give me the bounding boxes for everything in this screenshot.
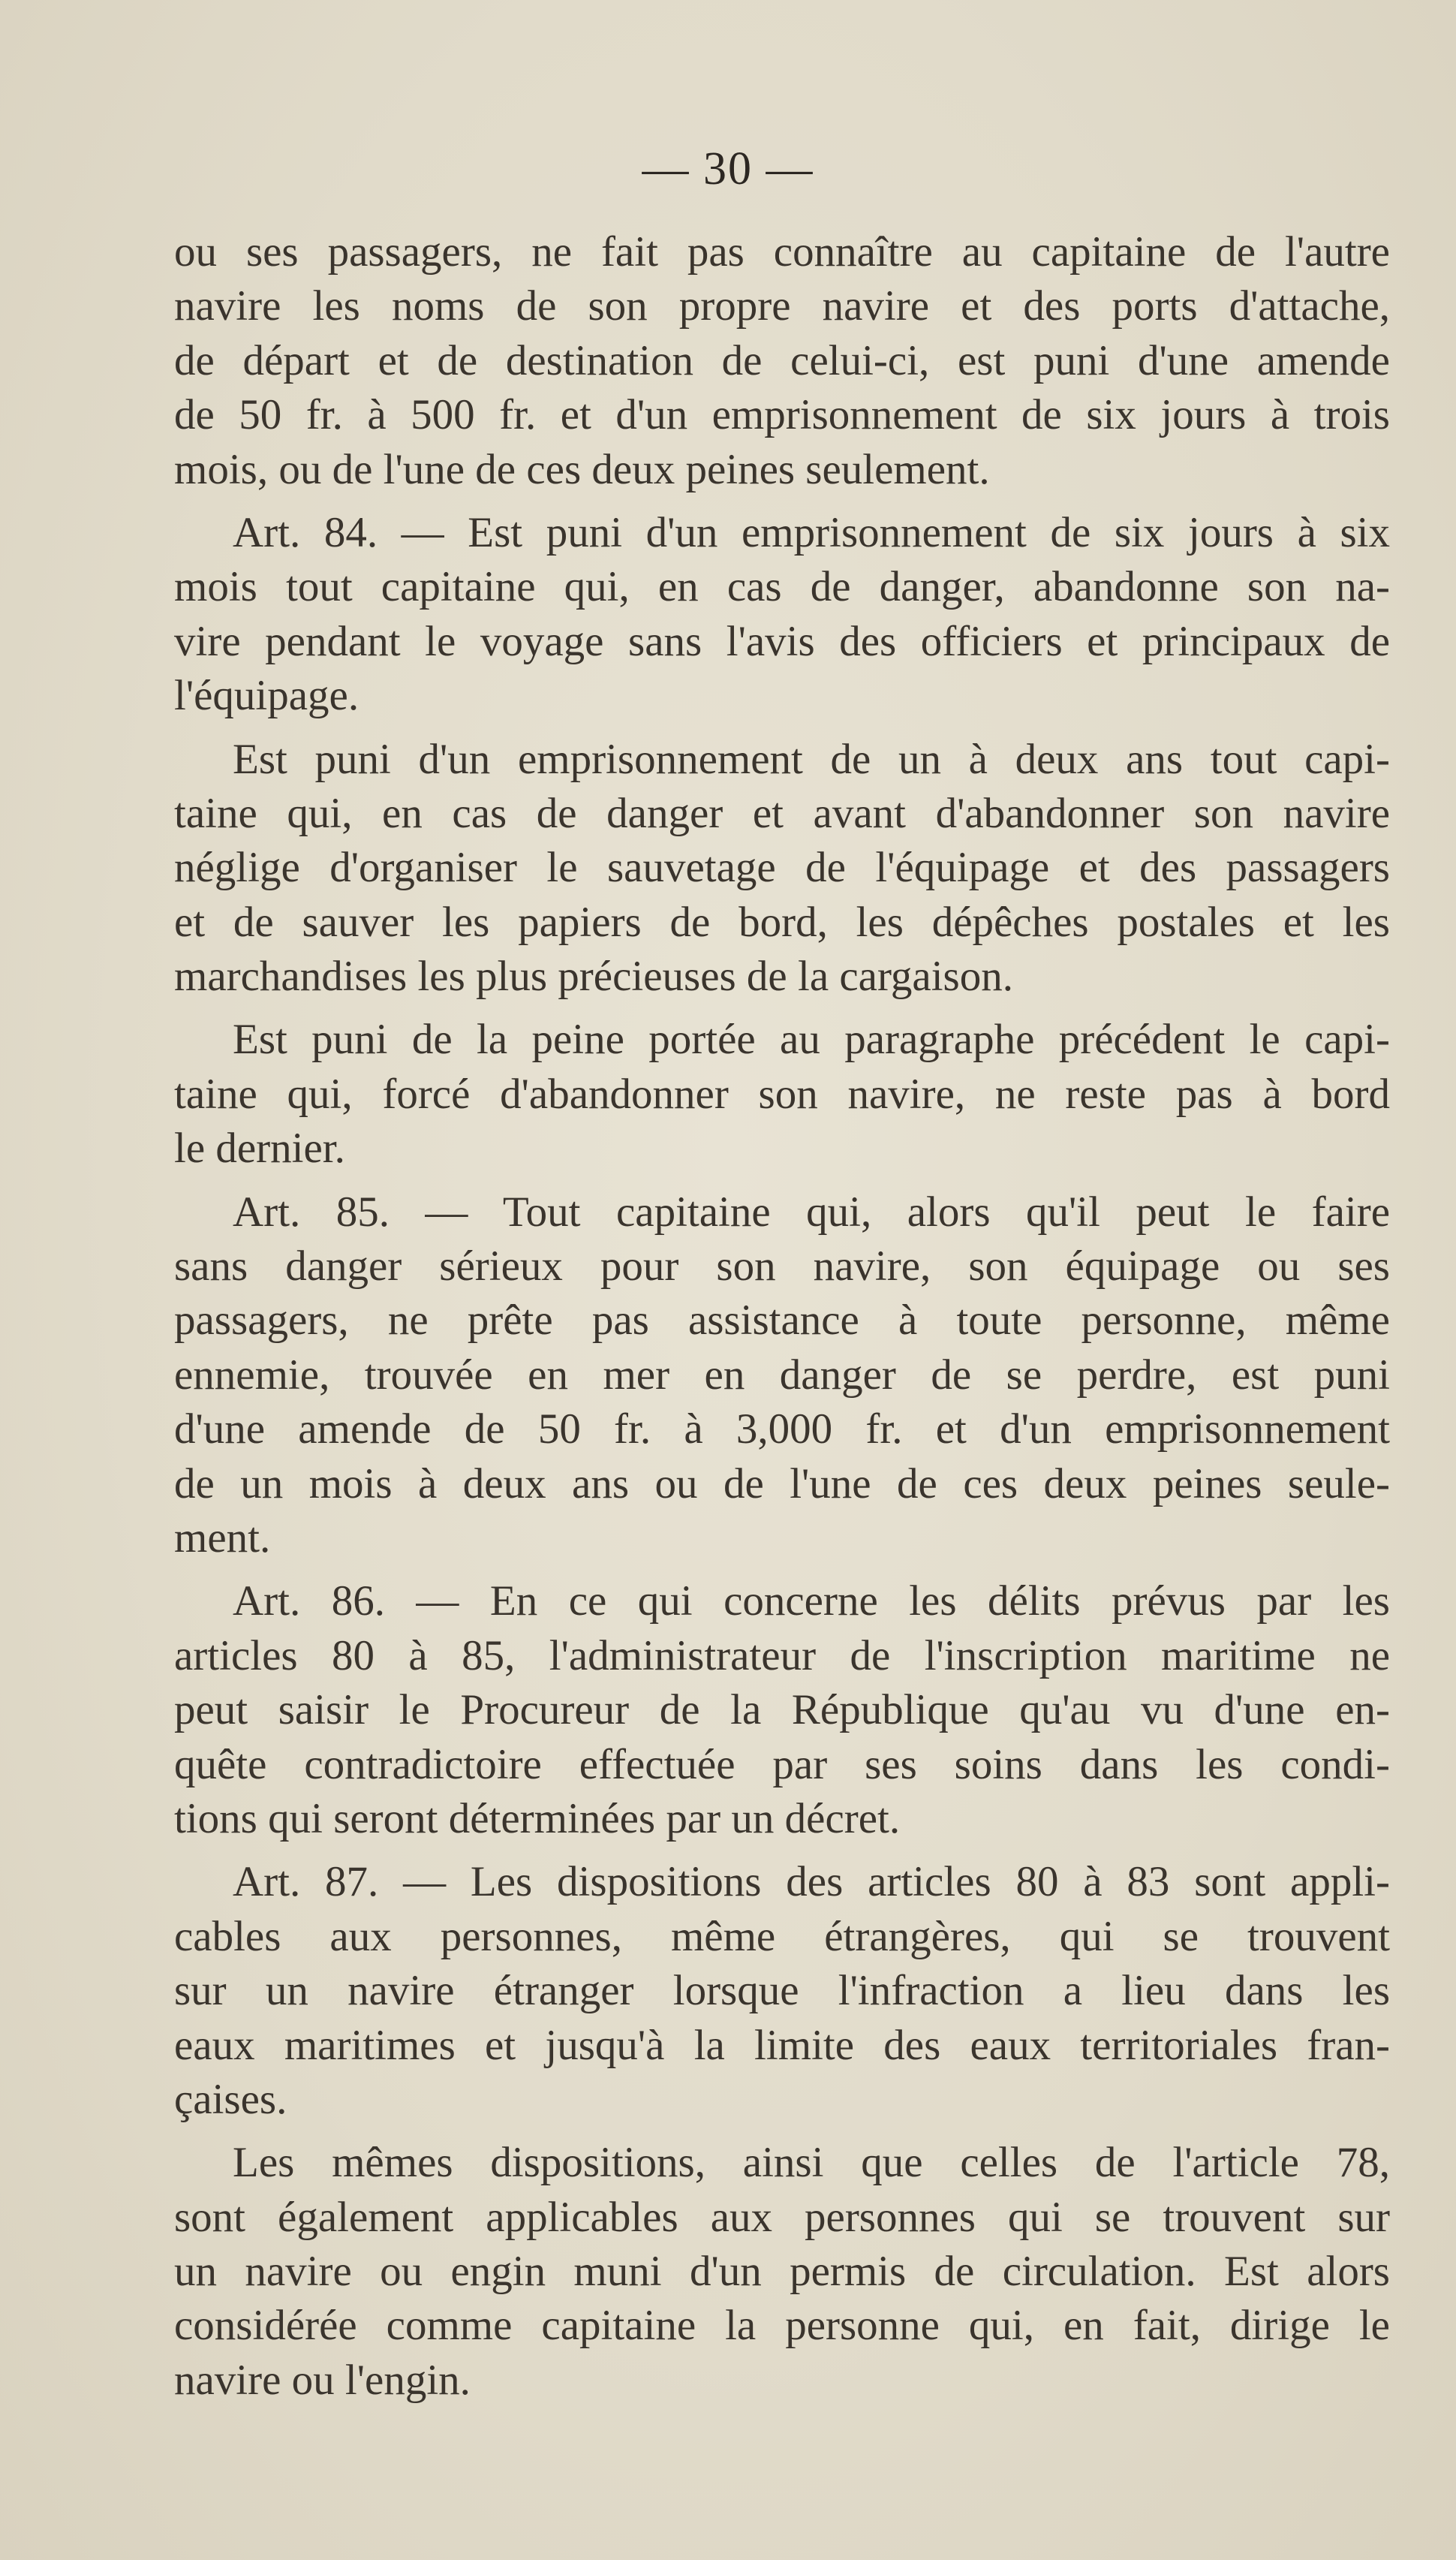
text-line: sont également applicables aux personnes qui se trouvent sur <box>174 2193 1390 2241</box>
paragraph-continuation <box>174 225 1390 497</box>
paragraph-art-84 <box>174 506 1390 724</box>
text-line: quête contradictoire effectuée par ses soins dans les condi- <box>174 1740 1390 1788</box>
text-line: un navire ou engin muni d'un permis de circulation. Est alors <box>174 2248 1390 2296</box>
text-line: Est puni de la peine portée au paragraphe précédent le capi- <box>233 1016 1390 1064</box>
text-line: mois tout capitaine qui, en cas de danger, abandonne son na- <box>174 563 1390 611</box>
paragraph-art-86 <box>174 1574 1390 1846</box>
body-text <box>174 225 1390 2408</box>
text-line: le dernier. <box>174 1125 345 1173</box>
text-line: et de sauver les papiers de bord, les dépêches postales et les <box>174 898 1390 946</box>
text-line: ment. <box>174 1513 271 1562</box>
text-line: taine qui, forcé d'abandonner son navire, ne reste pas à bord <box>174 1070 1390 1118</box>
text-line: peut saisir le Procureur de la République qu'au vu d'une en- <box>174 1686 1390 1734</box>
text-line: de départ et de destination de celui-ci, est puni d'une amende <box>174 336 1390 384</box>
text-line: de un mois à deux ans ou de l'une de ces deux peines seule- <box>174 1459 1390 1507</box>
text-line: passagers, ne prête pas assistance à toute personne, même <box>174 1297 1390 1345</box>
text-line: Art. 84. — Est puni d'un emprisonnement de six jours à six <box>233 508 1390 556</box>
text-line: marchandises les plus précieuses de la cargaison. <box>174 953 1013 1001</box>
text-line: ennemie, trouvée en mer en danger de se perdre, est puni <box>174 1351 1390 1399</box>
text-line: Est puni d'un emprisonnement de un à deux ans tout capi- <box>233 735 1390 783</box>
paragraph-art-87 <box>174 1855 1390 2127</box>
text-line: sur un navire étranger lorsque l'infraction a lieu dans les <box>174 1967 1390 2015</box>
text-line: Les mêmes dispositions, ainsi que celles de l'article 78, <box>233 2139 1390 2187</box>
paragraph-art-84-last-aboard <box>174 1013 1390 1176</box>
paragraph-art-87-permit <box>174 2136 1390 2408</box>
text-line: çaises. <box>174 2075 287 2123</box>
paragraph-art-84-abandon <box>174 733 1390 1004</box>
text-line: Art. 87. — Les dispositions des articles 80 à 83 sont appli- <box>233 1858 1390 1906</box>
text-line: tions qui seront déterminées par un décret. <box>174 1794 901 1842</box>
text-line: l'équipage. <box>174 672 359 720</box>
text-line: navire les noms de son propre navire et des ports d'attache, <box>174 282 1390 330</box>
text-line: eaux maritimes et jusqu'à la limite des eaux territoriales fran- <box>174 2021 1390 2069</box>
text-line: considérée comme capitaine la personne qui, en fait, dirige le <box>174 2302 1390 2350</box>
text-line: Art. 85. — Tout capitaine qui, alors qu'il peut le faire <box>233 1188 1390 1236</box>
text-line: de 50 fr. à 500 fr. et d'un emprisonnement de six jours à trois <box>174 391 1390 439</box>
text-line: vire pendant le voyage sans l'avis des officiers et principaux de <box>174 617 1390 665</box>
page-number: — 30 — <box>642 143 814 194</box>
text-line: articles 80 à 85, l'administrateur de l'inscription maritime ne <box>174 1631 1390 1679</box>
text-line: ou ses passagers, ne fait pas connaître au capitaine de l'autre <box>174 228 1390 276</box>
text-line: cables aux personnes, même étrangères, qui se trouvent <box>174 1912 1390 1960</box>
text-line: navire ou l'engin. <box>174 2356 471 2404</box>
text-line: mois, ou de l'une de ces deux peines seulement. <box>174 445 990 493</box>
text-line: taine qui, en cas de danger et avant d'abandonner son navire <box>174 789 1390 837</box>
text-line: d'une amende de 50 fr. à 3,000 fr. et d'un emprisonnement <box>174 1405 1390 1453</box>
text-line: néglige d'organiser le sauvetage de l'équipage et des passagers <box>174 844 1390 892</box>
paragraph-art-85 <box>174 1185 1390 1566</box>
text-line: Art. 86. — En ce qui concerne les délits prévus par les <box>233 1577 1390 1625</box>
text-line: sans danger sérieux pour son navire, son équipage ou ses <box>174 1242 1390 1291</box>
